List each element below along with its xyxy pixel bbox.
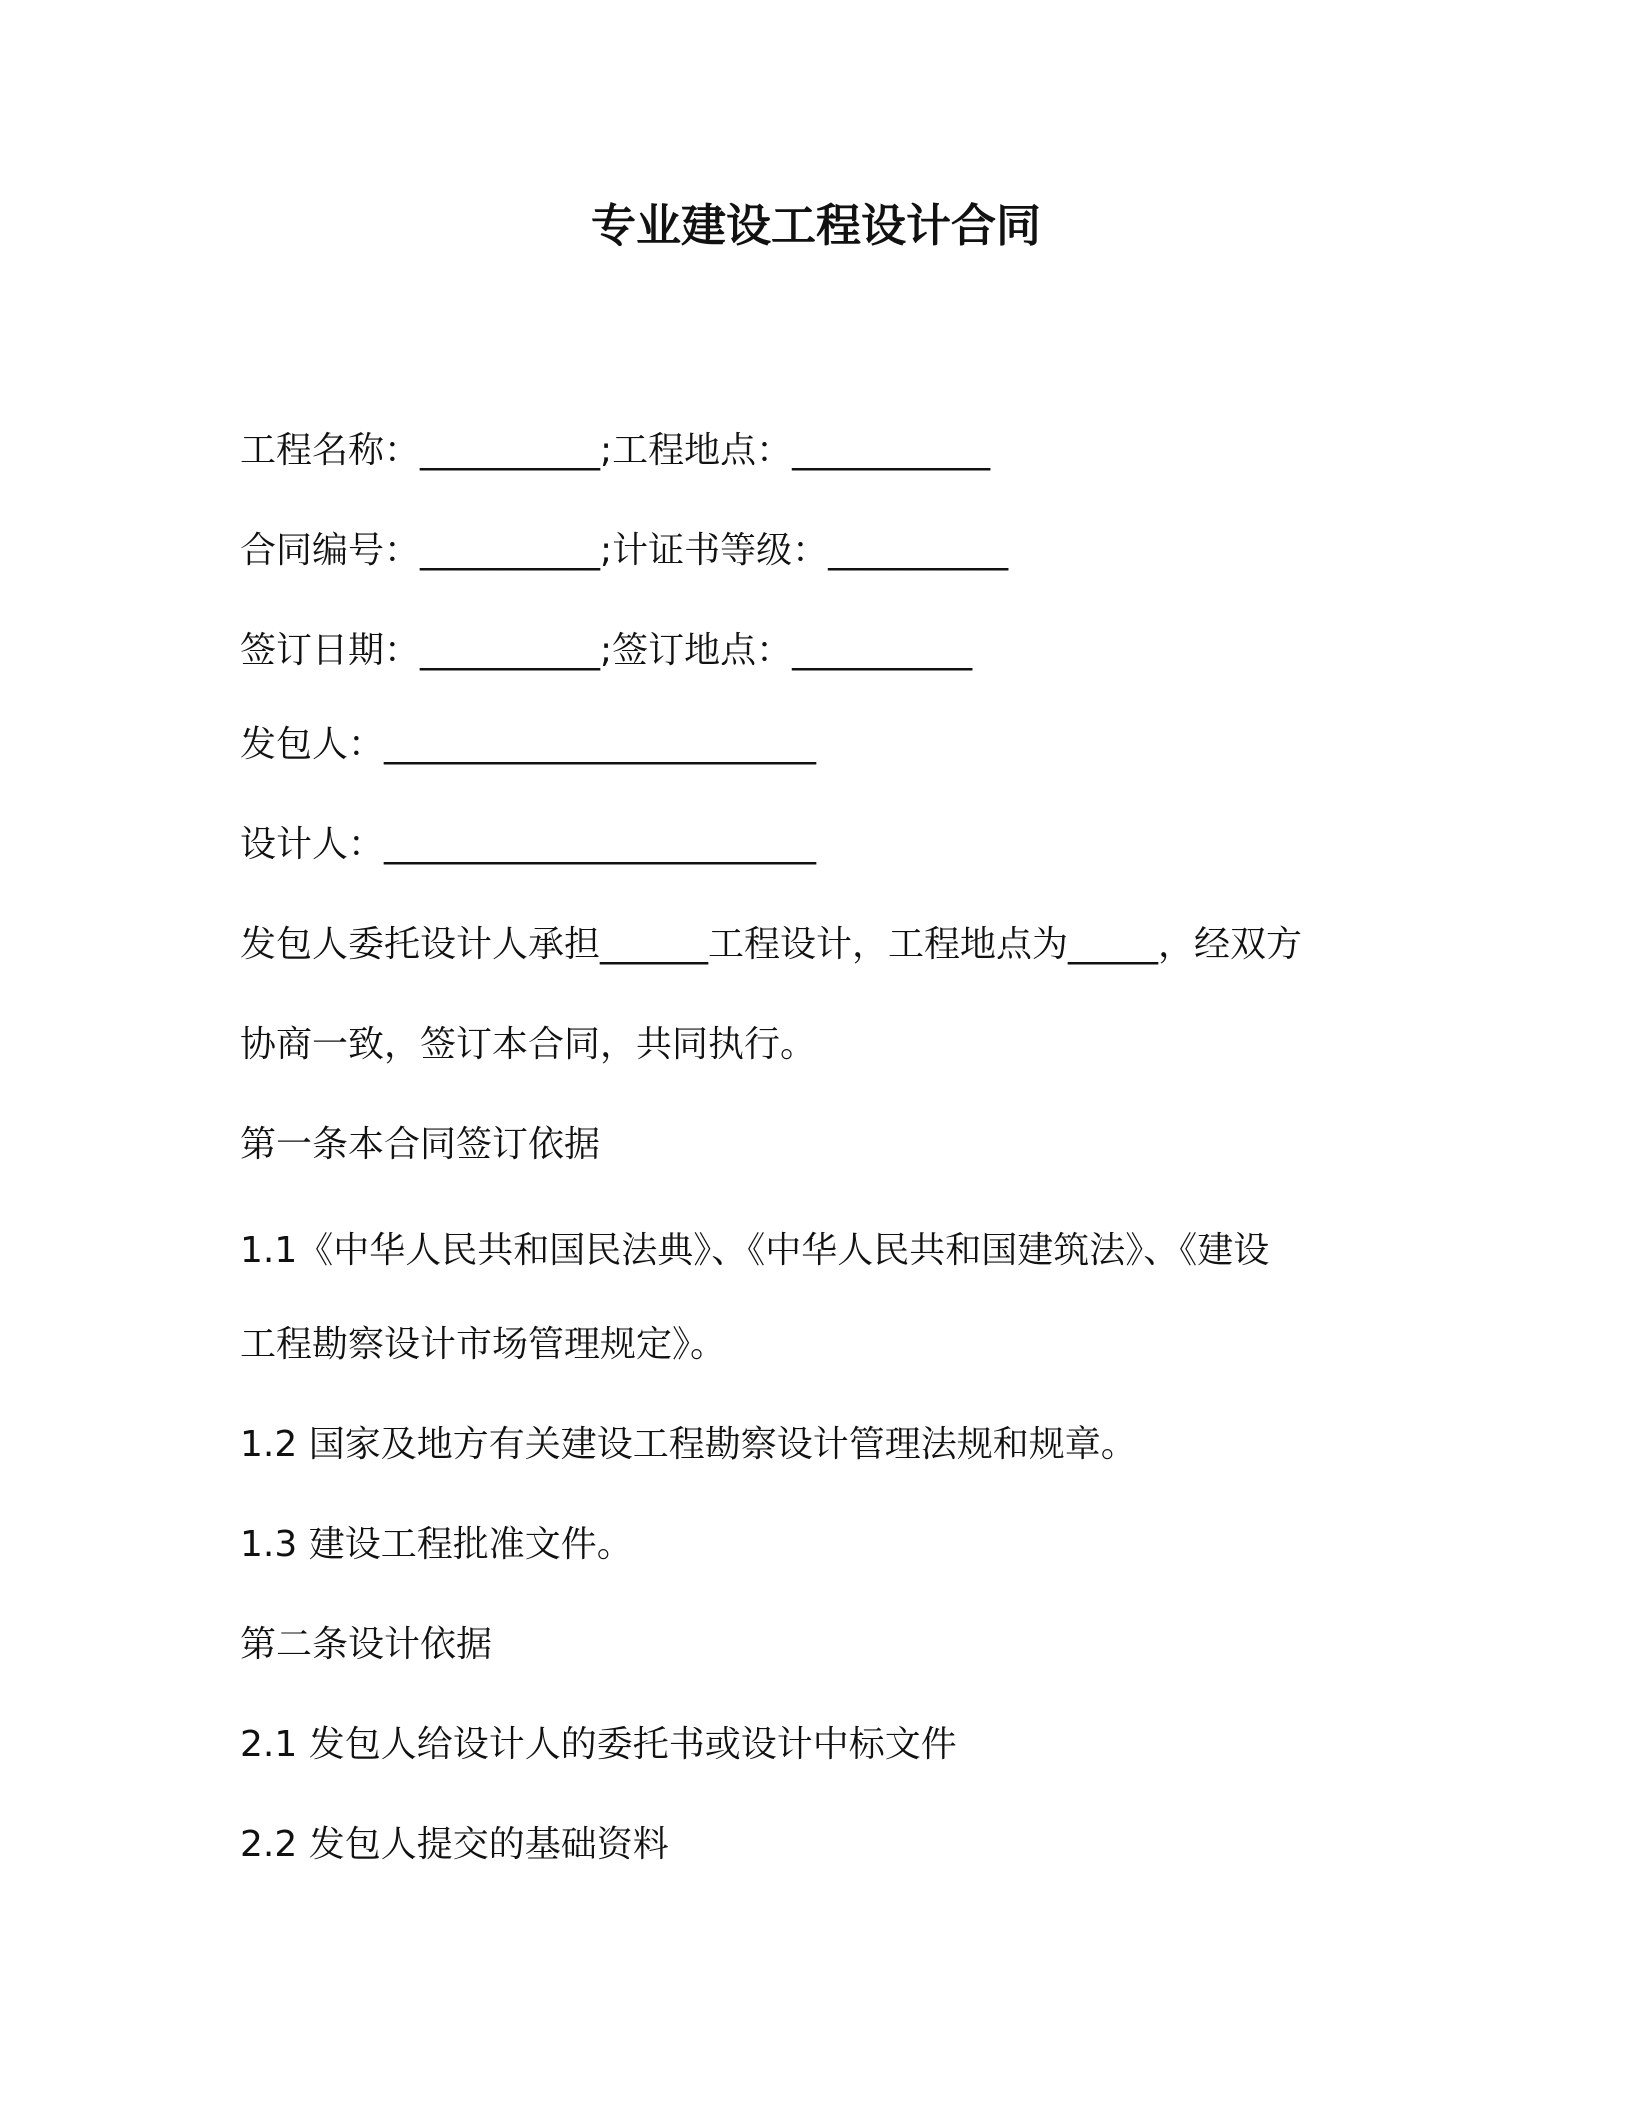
commission-paragraph-line-1: 发包人委托设计人承担______工程设计，工程地点为_____，经双方 <box>240 924 1303 965</box>
document-title: 专业建设工程设计合同 <box>590 199 1041 252</box>
article-2-heading: 第二条设计依据 <box>240 1624 493 1665</box>
clause-1-3: 1.3 建设工程批准文件。 <box>240 1524 633 1565</box>
clause-1-2: 1.2 国家及地方有关建设工程勘察设计管理法规和规章。 <box>240 1424 1137 1465</box>
clause-1-1-line-1: 1.1《中华人民共和国民法典》、《中华人民共和国建筑法》、《建设 <box>240 1230 1270 1271</box>
clause-2-1: 2.1 发包人给设计人的委托书或设计中标文件 <box>240 1724 957 1765</box>
clause-1-1-line-2: 工程勘察设计市场管理规定》。 <box>240 1324 727 1365</box>
contract-number-certificate-line: 合同编号：__________;计证书等级：__________ <box>240 530 1009 571</box>
designer-line: 设计人：________________________ <box>240 824 817 865</box>
commission-paragraph-line-2: 协商一致，签订本合同，共同执行。 <box>240 1024 817 1065</box>
client-line: 发包人：________________________ <box>240 724 817 765</box>
project-name-location-line: 工程名称：__________;工程地点：___________ <box>240 430 991 471</box>
article-1-heading: 第一条本合同签订依据 <box>240 1124 601 1165</box>
clause-2-2: 2.2 发包人提交的基础资料 <box>240 1824 669 1865</box>
signing-date-place-line: 签订日期：__________;签订地点：__________ <box>240 630 973 671</box>
